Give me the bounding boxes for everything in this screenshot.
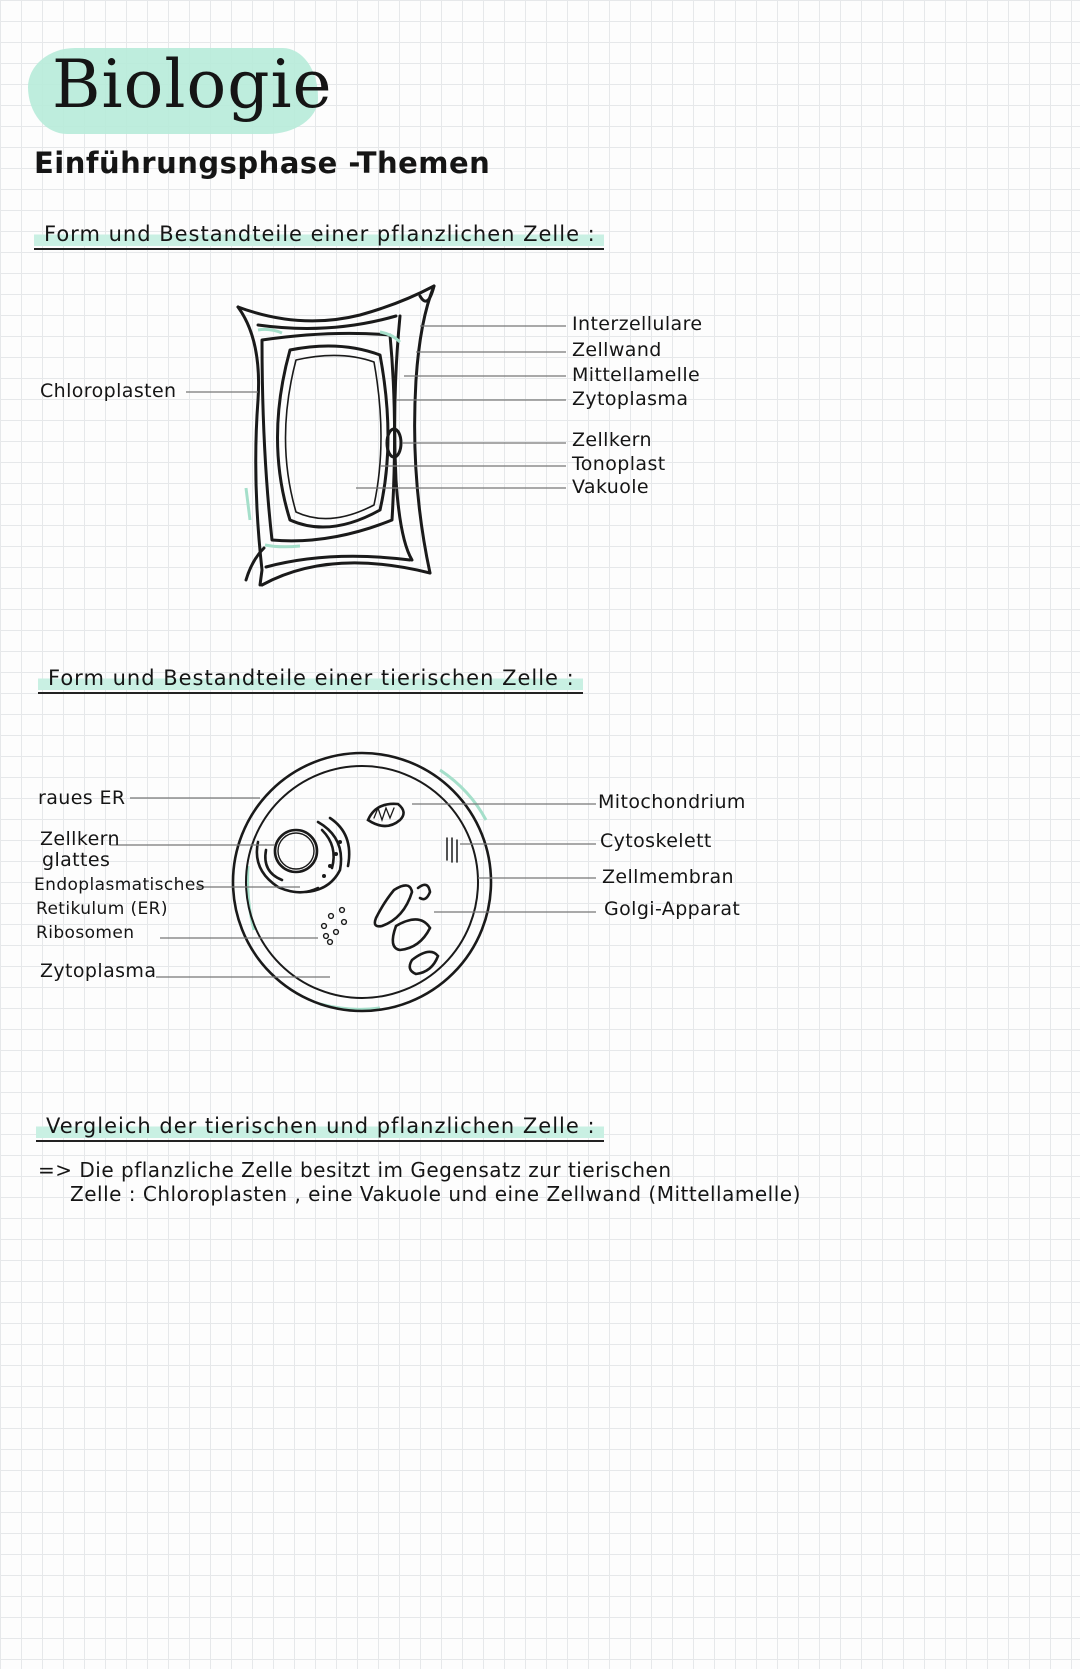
comparison-heading-text: Vergleich der tierischen und pflanzlichen Zelle : (36, 1114, 604, 1142)
cell-membrane-outer (233, 753, 491, 1011)
plant-cell-heading-text: Form und Bestandteile einer pflanzlichen Zelle : (34, 222, 604, 250)
plant-cell-wall-top-inner (258, 316, 396, 328)
label-zellkern-animal: Zellkern (40, 828, 120, 850)
golgi-apparat (375, 885, 412, 926)
label-vakuole: Vakuole (572, 476, 650, 498)
plant-cell-wall-right-inner (395, 316, 412, 560)
label-endoplasmatisches: Endoplasmatisches (34, 875, 205, 895)
label-mitochondrium: Mitochondrium (598, 791, 746, 813)
title-block (28, 40, 333, 140)
animal-cell-heading-text: Form und Bestandteile einer tierischen Zelle : (38, 666, 583, 694)
animal-nucleus (275, 830, 317, 872)
cell-membrane-inner (246, 766, 478, 998)
plant-cytoplasm-outline (262, 333, 395, 540)
animal-cell-heading (38, 666, 583, 694)
comparison-line-2: Zelle : Chloroplasten , eine Vakuole und eine Zellwand (Mittellamelle) (70, 1182, 801, 1206)
plant-cell-heading (34, 222, 604, 250)
label-ribosomen: Ribosomen (36, 923, 135, 943)
plant-cell-wall-top (238, 286, 434, 321)
plant-vacuole-outline (278, 346, 389, 527)
label-mittellamelle: Mittellamelle (572, 364, 701, 386)
label-zellkern-plant: Zellkern (572, 429, 652, 451)
label-zellwand: Zellwand (572, 339, 662, 361)
label-retikulum: Retikulum (ER) (36, 899, 168, 919)
label-zellmembran: Zellmembran (602, 866, 734, 888)
label-glattes: glattes (42, 849, 111, 871)
comparison-text (38, 1158, 801, 1206)
page-subtitle: Einführungsphase -Themen (34, 146, 491, 180)
label-chloroplasten: Chloroplasten (40, 380, 177, 402)
label-zytoplasma-plant: Zytoplasma (572, 388, 689, 410)
rough-er (257, 842, 318, 892)
comparison-line-1: => Die pflanzliche Zelle besitzt im Gegensatz zur tierischen (38, 1158, 672, 1182)
mitochondrium (368, 804, 404, 826)
plant-cell-wall-right (415, 286, 434, 573)
comparison-heading (36, 1114, 604, 1142)
plant-cell-wall-bottom (262, 563, 430, 585)
label-cytoskelett: Cytoskelett (600, 830, 712, 852)
plant-cell-wall-left (238, 307, 262, 585)
label-raues-er: raues ER (38, 787, 126, 809)
page-title: Biologie (52, 46, 333, 123)
plant-cell-wall-bottom-inner (266, 556, 410, 567)
label-interzellulare: Interzellulare (572, 313, 703, 335)
plant-nucleus (387, 429, 401, 457)
label-golgi-apparat: Golgi-Apparat (604, 898, 741, 920)
ribosomes (322, 908, 347, 945)
label-tonoplast: Tonoplast (572, 453, 666, 475)
label-zytoplasma-animal: Zytoplasma (40, 960, 157, 982)
